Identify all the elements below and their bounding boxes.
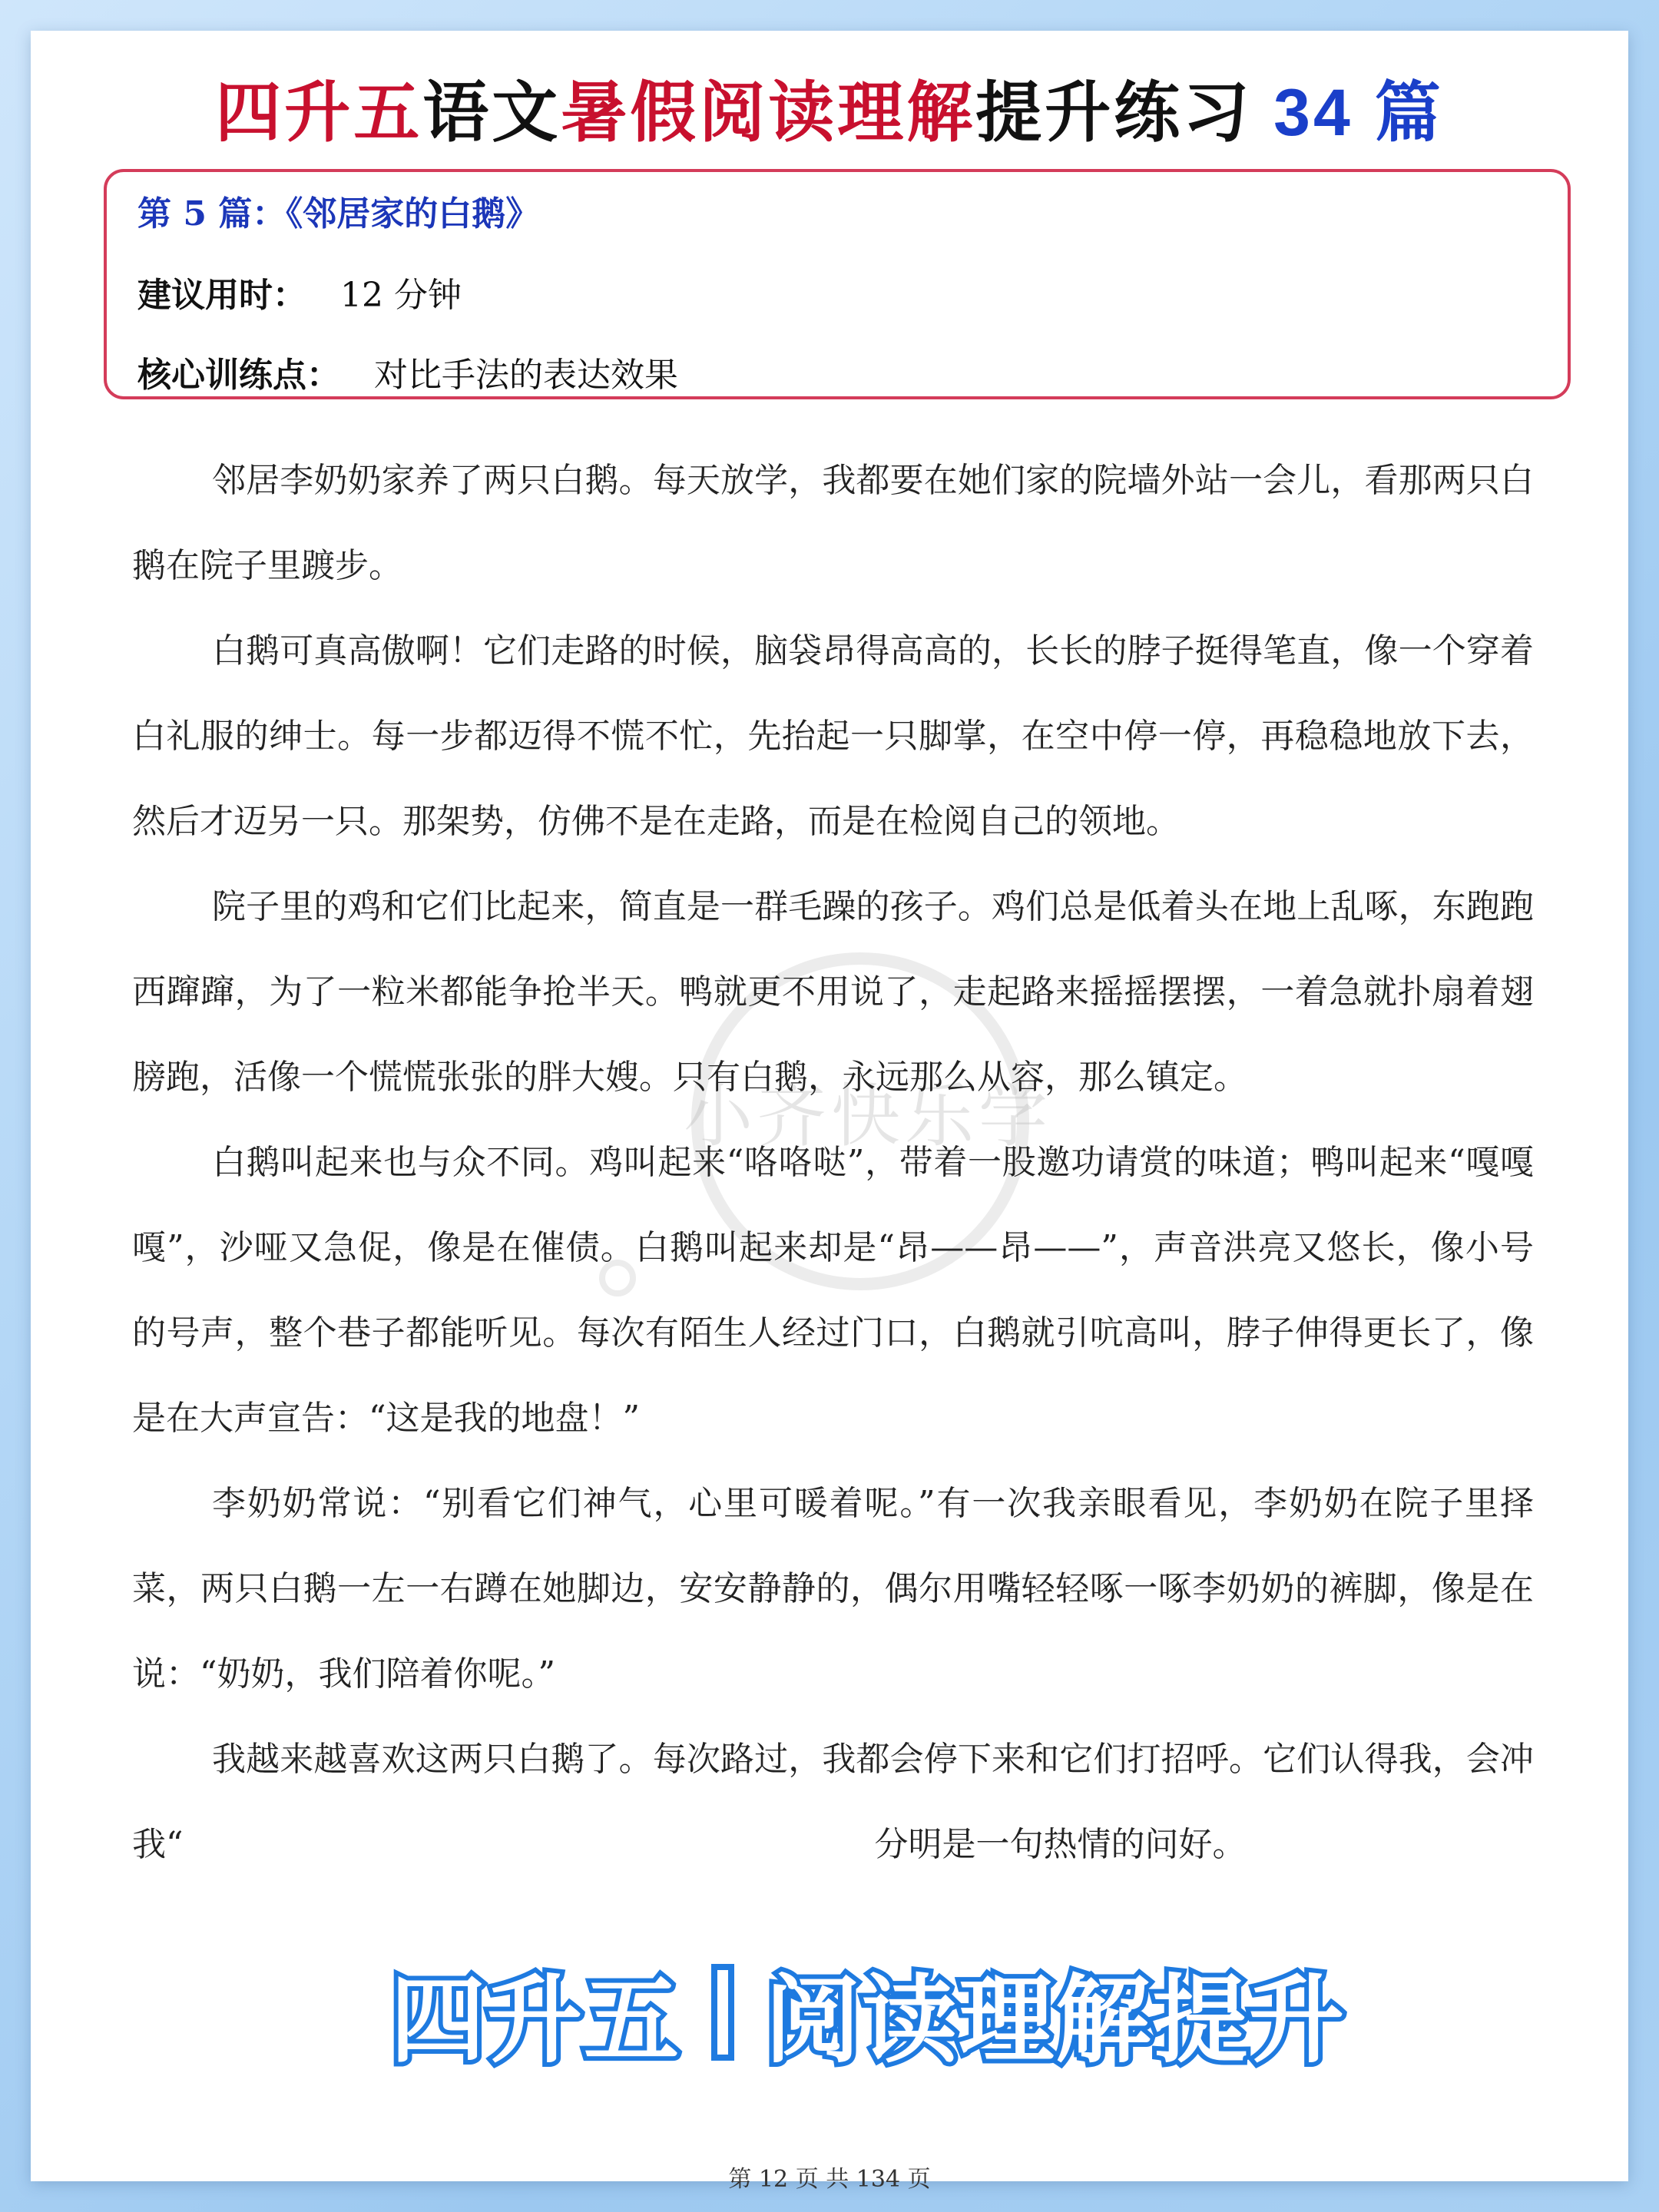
focus-value: 对比手法的表达效果 [374, 356, 678, 395]
suggested-duration [137, 267, 462, 316]
banner-left-text: 四升五 [389, 1965, 680, 2076]
paragraph: 白鹅可真高傲啊！它们走路的时候，脑袋昂得高高的，长长的脖子挺得笔直，像一个穿着白礼服的绅士。每一步都迈得不慌不忙，先抬起一只脚掌，在空中停一停，再稳稳地放下去，然后才迈另一只。那架势，仿佛不是在走路，而是在检阅自己的领地。 [132, 631, 1534, 841]
overlay-banner [361, 1951, 1375, 2074]
title-part-3: 暑假阅读理解 [561, 74, 976, 151]
article-title: 第 5 篇：《邻居家的白鹅》 [137, 194, 540, 233]
paragraph: 院子里的鸡和它们比起来，简直是一群毛躁的孩子。鸡们总是低着头在地上乱啄，东跑跑西蹿蹿，为了一粒米都能争抢半天。鸭就更不用说了，走起路来摇摇摆摆，一着急就扑扇着翅膀跑，活像一个慌慌张张的胖大嫂。只有白鹅，永远那么从容，那么镇定。 [132, 887, 1534, 1097]
footer-prefix: 第 [728, 2166, 752, 2193]
footer-current-page: 12 [758, 2166, 789, 2193]
title-part-2: 语文 [422, 74, 561, 151]
paragraph: 邻居李奶奶家养了两只白鹅。每天放学，我都要在她们家的院墙外站一会儿，看那两只白鹅在院子里踱步。 [132, 461, 1534, 585]
paragraph-partial [132, 1717, 1534, 1887]
page-title [31, 73, 1628, 153]
paragraph-fragment-last: 热情的问好。 [1043, 1825, 1247, 1864]
footer-total-pages: 134 [856, 2166, 901, 2193]
paragraph: 李奶奶常说：“别看它们神气，心里可暖着呢。”有一次我亲眼看见，李奶奶在院子里择菜，两只白鹅一左一右蹲在她脚边，安安静静的，偶尔用嘴轻轻啄一啄李奶奶的裤脚，像是在说：“奶奶，我们陪着你呢。” [132, 1484, 1534, 1694]
banner-divider [711, 1964, 734, 2061]
document-page [31, 31, 1628, 2193]
paragraph: 白鹅叫起来也与众不同。鸡叫起来“咯咯哒”，带着一股邀功请赏的味道；鸭叫起来“嘎嘎嘎”，沙哑又急促，像是在催债。白鹅叫起来却是“昂——昂——”，声音洪亮又悠长，像小号的号声，整个巷子都能听见。每次有陌生人经过门口，白鹅就引吭高叫，脖子伸得更长了，像是在大声宣告：“这是我的地盘！” [132, 1143, 1534, 1438]
banner-right-text: 阅读理解提升 [765, 1965, 1346, 2076]
title-part-1: 四升五 [215, 74, 423, 151]
training-focus [137, 347, 678, 396]
article-body [132, 438, 1534, 1887]
footer-suffix: 页 [907, 2166, 931, 2193]
paragraph-fragment-start: 我越来越喜欢这两只白鹅了。每次路过，我都会停下来和它们打招呼。它们认得我，会冲我“ [132, 1740, 1534, 1864]
watermark-text: 小齐快乐学 [684, 1076, 1052, 1157]
article-info-box [104, 169, 1571, 399]
duration-label: 建议用时： [137, 276, 306, 315]
paragraph-fragment-end: 分明是一句 [874, 1825, 1044, 1864]
focus-label: 核心训练点： [137, 356, 340, 395]
duration-value: 12 分钟 [340, 276, 462, 315]
page-footer [31, 2160, 1628, 2194]
title-part-5: 34 篇 [1252, 76, 1444, 150]
title-part-4: 提升练习 [975, 74, 1253, 151]
footer-middle: 页 共 [795, 2166, 849, 2193]
